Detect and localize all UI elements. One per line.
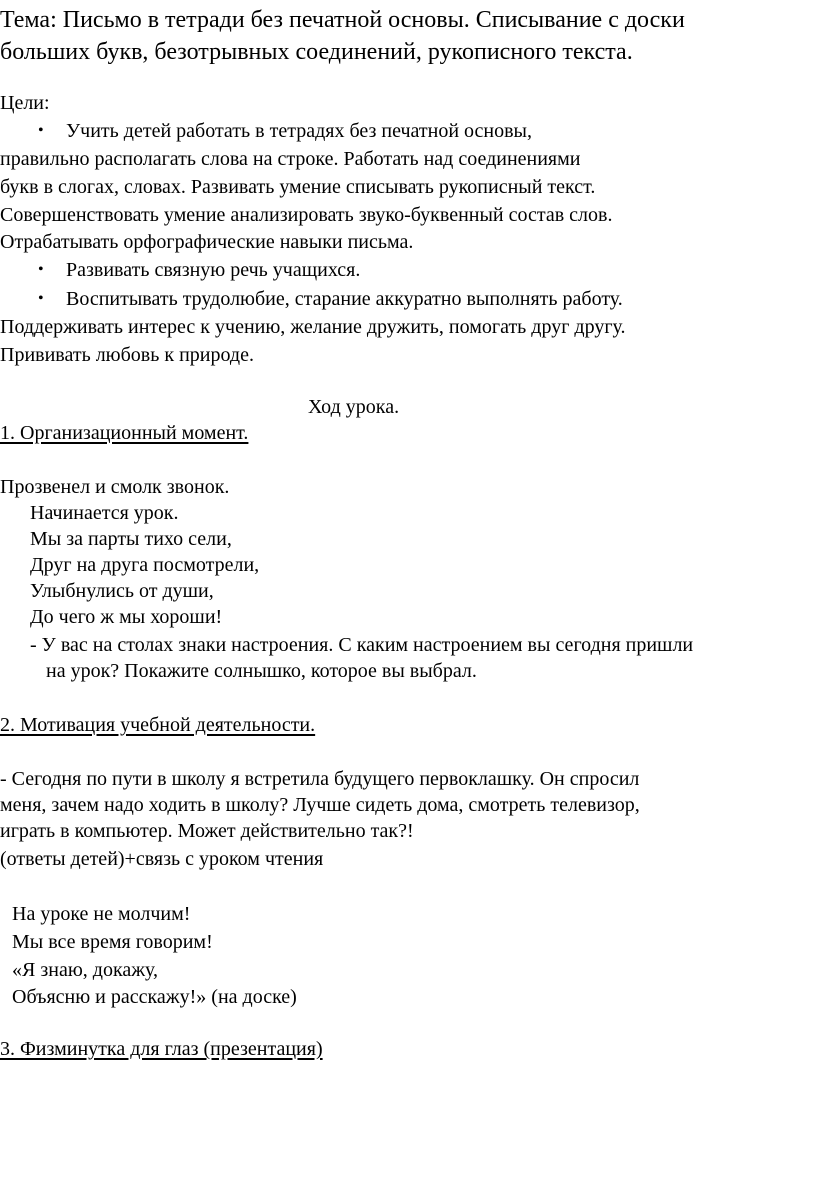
goal-tail-line: Прививать любовь к природе. bbox=[0, 344, 254, 366]
motto-line: «Я знаю, докажу, bbox=[12, 959, 159, 981]
goal-text-line: Отрабатывать орфографические навыки письма. bbox=[0, 231, 414, 253]
goal-text-line: букв в слогах, словах. Развивать умение списывать рукописный текст. bbox=[0, 176, 596, 198]
poem-line: Прозвенел и смолк звонок. bbox=[0, 476, 230, 498]
poem-line: До чего ж мы хороши! bbox=[30, 606, 223, 628]
bullet-icon: • bbox=[38, 122, 44, 139]
poem-line: Друг на друга посмотрели, bbox=[30, 554, 260, 576]
goal-item-1: Учить детей работать в тетрадях без печатной основы, bbox=[66, 120, 532, 142]
section-2-title: 2. Мотивация учебной деятельности. bbox=[0, 714, 316, 736]
topic-title-line-2: больших букв, безотрывных соединений, рукописного текста. bbox=[0, 39, 633, 65]
motto-line: Объясню и расскажу!» (на доске) bbox=[12, 986, 297, 1008]
bullet-icon: • bbox=[38, 290, 44, 307]
goals-heading: Цели: bbox=[0, 92, 50, 114]
goal-text-line: правильно располагать слова на строке. Работать над соединениями bbox=[0, 148, 581, 170]
goal-text-line: Совершенствовать умение анализировать звуко-буквенный состав слов. bbox=[0, 204, 613, 226]
motivation-text-line: меня, зачем надо ходить в школу? Лучше сидеть дома, смотреть телевизор, bbox=[0, 794, 640, 816]
section-3-title: 3. Физминутка для глаз (презентация) bbox=[0, 1038, 323, 1060]
mood-question-line-2: на урок? Покажите солнышко, которое вы выбрал. bbox=[46, 660, 477, 682]
lesson-heading: Ход урока. bbox=[308, 396, 400, 418]
motto-line: Мы все время говорим! bbox=[12, 931, 213, 953]
section-1-title: 1. Организационный момент. bbox=[0, 422, 249, 444]
motivation-text-line: (ответы детей)+связь с уроком чтения bbox=[0, 848, 324, 870]
goal-tail-line: Поддерживать интерес к учению, желание дружить, помогать друг другу. bbox=[0, 316, 626, 338]
mood-question-line-1: - У вас на столах знаки настроения. С каким настроением вы сегодня пришли bbox=[30, 634, 694, 656]
motto-line: На уроке не молчим! bbox=[12, 903, 191, 925]
goal-item-2: Развивать связную речь учащихся. bbox=[66, 259, 361, 281]
bullet-icon: • bbox=[38, 261, 44, 278]
motivation-text-line: играть в компьютер. Может действительно так?! bbox=[0, 820, 414, 842]
goal-item-3: Воспитывать трудолюбие, старание аккуратно выполнять работу. bbox=[66, 288, 623, 310]
poem-line: Улыбнулись от души, bbox=[30, 580, 214, 602]
topic-title-line-1: Тема: Письмо в тетради без печатной основы. Списывание с доски bbox=[0, 7, 685, 33]
poem-line: Начинается урок. bbox=[30, 502, 179, 524]
poem-line: Мы за парты тихо сели, bbox=[30, 528, 232, 550]
motivation-text-line: - Сегодня по пути в школу я встретила будущего первоклашку. Он спросил bbox=[0, 768, 640, 790]
